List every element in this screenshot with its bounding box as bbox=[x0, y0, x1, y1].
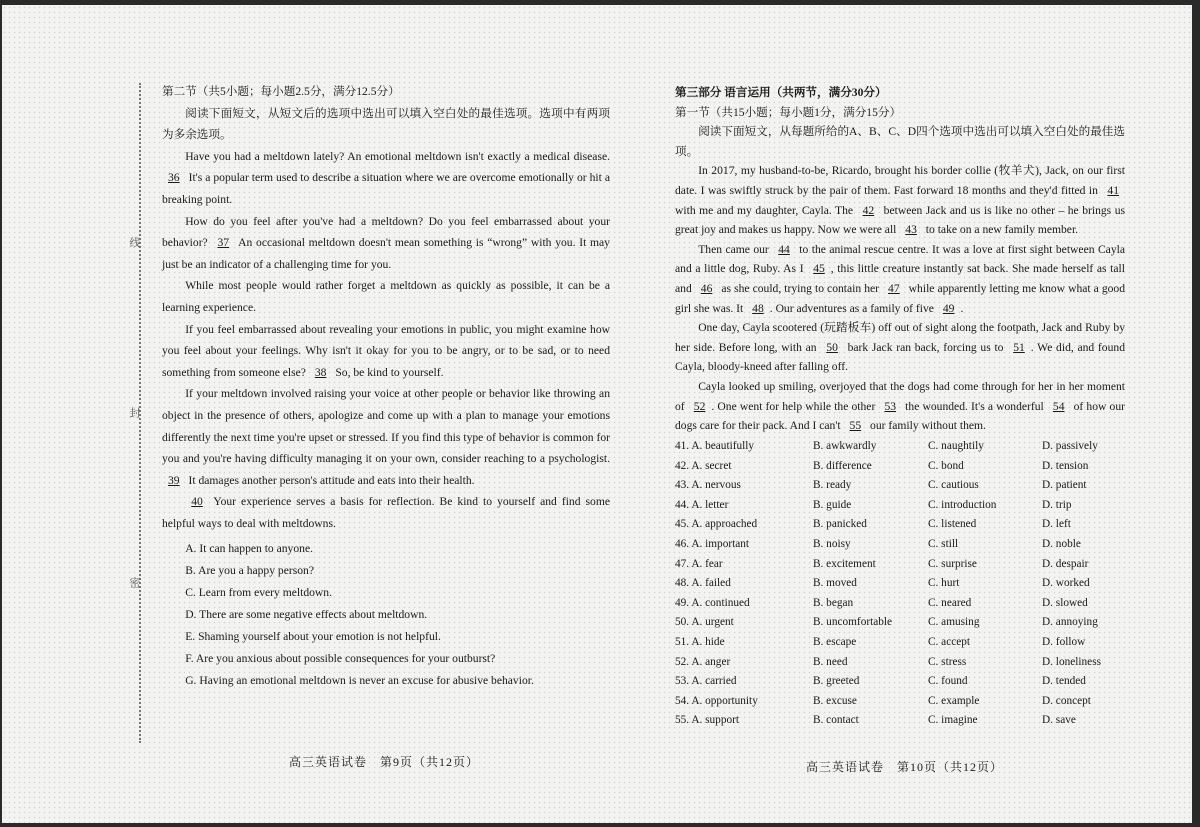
option-choice: D. despair bbox=[1042, 557, 1089, 570]
paragraph-text: , this little creature instantly sat back. She made herself as tall and bbox=[675, 262, 1125, 295]
option-choice: C. bond bbox=[928, 459, 964, 472]
blank-number: 43 bbox=[905, 223, 917, 237]
passage-paragraph bbox=[162, 146, 610, 211]
option-choice: B. difference bbox=[813, 459, 872, 472]
option-row bbox=[675, 437, 1135, 457]
option-choice: D. trip bbox=[1042, 498, 1072, 511]
option-choice: C. listened bbox=[928, 518, 977, 531]
choice-item: F. Are you anxious about possible consequences for your outburst? bbox=[185, 652, 496, 666]
option-choice: 51. A. hide bbox=[675, 635, 725, 648]
option-choice: D. concept bbox=[1042, 694, 1091, 707]
blank-number: 41 bbox=[1107, 183, 1119, 197]
page-9-content bbox=[162, 81, 610, 692]
option-row bbox=[675, 594, 1135, 614]
passage-paragraph bbox=[675, 377, 1125, 436]
option-choice: 45. A. approached bbox=[675, 518, 758, 531]
paragraph-text: If your meltdown involved raising your voice at other people or behavior like throwing an object in the presence of others, apologize and come up with a plan to manage your emotions differently the next time you're upset or stressed. If you find this type of behavior is common for you and you're having difficulty managing it on your own, consider reaching to a psychologist. bbox=[162, 387, 610, 466]
option-choice: C. introduction bbox=[928, 498, 997, 511]
paragraph-text: with me and my daughter, Cayla. The bbox=[675, 203, 857, 217]
blank-number: 39 bbox=[168, 473, 180, 487]
option-choice: 46. A. important bbox=[675, 537, 750, 550]
option-row bbox=[675, 457, 1135, 477]
page-10-content bbox=[675, 83, 1125, 436]
blank-number: 46 bbox=[700, 281, 713, 295]
blank-number: 38 bbox=[314, 365, 327, 379]
paragraph-text: . Our adventures as a family of five bbox=[769, 301, 937, 315]
option-row bbox=[675, 692, 1135, 712]
option-choice: 42. A. secret bbox=[675, 459, 732, 472]
paragraph-text: One day, Cayla scootered (玩踏板车) off out of sight along the footpath, Jack and Ruby by her side. Before long, with an bbox=[675, 321, 1125, 354]
option-choice: 48. A. failed bbox=[675, 577, 731, 590]
paragraph-text: Cayla looked up smiling, overjoyed that the dogs had come through for her in her moment of bbox=[675, 379, 1125, 413]
option-choice: D. follow bbox=[1042, 635, 1086, 648]
option-choice: B. need bbox=[813, 655, 848, 668]
option-choice: B. excuse bbox=[813, 694, 857, 707]
passage-paragraph bbox=[162, 383, 610, 491]
page-footer: 高三英语试卷 第10页（共12页） bbox=[806, 760, 1004, 774]
paragraph-text: An occasional meltdown doesn't mean something is “wrong” with you. It may just be an indicator of a challenging time for you. bbox=[162, 236, 610, 271]
option-choice: B. greeted bbox=[813, 675, 860, 688]
exam-sheet bbox=[2, 5, 1192, 823]
binding-mark: 线 bbox=[128, 237, 140, 248]
blank-number: 44 bbox=[778, 242, 790, 256]
paragraph-text: to the animal rescue centre. It was a love at first sight between Cayla and a little dog, Ruby. As I bbox=[675, 242, 1125, 276]
choice-item: G. Having an emotional meltdown is never an excuse for abusive behavior. bbox=[185, 674, 534, 688]
blank-number: 45 bbox=[813, 262, 825, 276]
paragraph-text: our family without them. bbox=[867, 419, 986, 433]
passage-paragraph bbox=[162, 319, 610, 384]
section-title: 第二节（共5小题；每小题2.5分，满分12.5分） bbox=[162, 85, 400, 98]
section-title: 第一节（共15小题；每小题1分，满分15分） bbox=[675, 105, 902, 119]
option-choice: C. amusing bbox=[928, 616, 980, 629]
option-choice: C. accept bbox=[928, 635, 971, 648]
option-choice: C. hurt bbox=[928, 577, 960, 590]
passage-paragraph bbox=[162, 491, 610, 534]
instructions: 阅读下面短文，从每题所给的A、B、C、D四个选项中选出可以填入空白处的最佳选项。 bbox=[675, 125, 1125, 158]
option-choice: B. uncomfortable bbox=[813, 616, 893, 629]
paragraph-text: the wounded. It's a wonderful bbox=[902, 399, 1047, 413]
option-choice: 43. A. nervous bbox=[675, 479, 741, 492]
choice-item: D. There are some negative effects about meltdown. bbox=[185, 608, 428, 622]
option-choice: D. save bbox=[1042, 714, 1076, 727]
option-choice: D. loneliness bbox=[1042, 655, 1101, 668]
instructions: 阅读下面短文，从短文后的选项中选出可以填入空白处的最佳选项。选项中有两项为多余选项。 bbox=[162, 106, 610, 142]
choice-list bbox=[162, 538, 610, 692]
binding-mark: 封 bbox=[128, 407, 140, 418]
option-choice: B. moved bbox=[813, 577, 857, 590]
blank-number: 40 bbox=[191, 495, 203, 509]
paragraph-text: . We did, and found Cayla, bloody-kneed after falling off. bbox=[675, 340, 1125, 374]
paragraph-text: . One went for help while the other bbox=[711, 399, 879, 413]
option-choice: C. stress bbox=[928, 655, 967, 668]
option-choice: D. tended bbox=[1042, 675, 1086, 688]
paragraph-text: as she could, trying to contain her bbox=[718, 281, 883, 295]
option-choice: 54. A. opportunity bbox=[675, 694, 758, 707]
option-choice: D. tension bbox=[1042, 459, 1089, 472]
paragraph-text: to take on a new family member. bbox=[922, 223, 1079, 237]
choice-item: C. Learn from every meltdown. bbox=[185, 586, 332, 600]
passage-paragraph bbox=[162, 275, 610, 318]
option-choice: B. began bbox=[813, 596, 854, 609]
paragraph-text: . bbox=[960, 301, 964, 315]
option-choice: D. slowed bbox=[1042, 596, 1088, 609]
paragraph-text: Have you had a meltdown lately? An emotional meltdown isn't exactly a medical disease. bbox=[185, 149, 610, 163]
options-table bbox=[675, 437, 1135, 731]
option-row bbox=[675, 476, 1135, 496]
blank-number: 54 bbox=[1052, 399, 1065, 413]
option-choice: C. naughtily bbox=[928, 440, 984, 452]
blank-number: 55 bbox=[849, 419, 862, 433]
option-row bbox=[675, 653, 1135, 673]
option-choice: 41. A. beautifully bbox=[675, 440, 755, 452]
option-row bbox=[675, 515, 1135, 535]
option-choice: 55. A. support bbox=[675, 714, 740, 727]
paragraph-text: Then came our bbox=[698, 242, 773, 256]
paragraph-text: So, be kind to yourself. bbox=[332, 365, 444, 379]
blank-number: 42 bbox=[862, 203, 875, 217]
blank-number: 50 bbox=[826, 340, 838, 354]
blank-number: 49 bbox=[942, 301, 955, 315]
option-choice: B. contact bbox=[813, 714, 859, 727]
option-choice: C. surprise bbox=[928, 557, 977, 570]
option-choice: B. escape bbox=[813, 635, 857, 648]
blank-number: 36 bbox=[168, 171, 180, 185]
option-choice: D. noble bbox=[1042, 537, 1081, 550]
option-choice: D. left bbox=[1042, 518, 1071, 531]
blank-number: 47 bbox=[888, 281, 900, 295]
option-row bbox=[675, 672, 1135, 692]
option-choice: C. neared bbox=[928, 596, 972, 609]
option-choice: 50. A. urgent bbox=[675, 616, 734, 629]
paragraph-text: In 2017, my husband-to-be, Ricardo, brought his border collie (牧羊犬), Jack, on our first date. I was swiftly struck by the pair of them. Fast forward 18 months and they'd fitted in bbox=[675, 164, 1125, 197]
option-row bbox=[675, 496, 1135, 516]
option-row bbox=[675, 574, 1135, 594]
paragraph-text: Your experience serves a basis for reflection. Be kind to yourself and find some helpful ways to deal with meltdowns. bbox=[162, 495, 610, 530]
option-choice: D. annoying bbox=[1042, 616, 1098, 629]
option-row bbox=[675, 535, 1135, 555]
passage-paragraph bbox=[675, 161, 1125, 239]
option-choice: B. ready bbox=[813, 479, 852, 492]
paragraph-text: How do you feel after you've had a meltdown? Do you feel embarrassed about your behavior? bbox=[162, 214, 610, 250]
option-row bbox=[675, 555, 1135, 575]
option-choice: C. found bbox=[928, 675, 968, 688]
blank-number: 51 bbox=[1013, 340, 1025, 354]
choice-item: A. It can happen to anyone. bbox=[185, 542, 313, 556]
paragraph-text: It damages another person's attitude and eats into their health. bbox=[185, 473, 475, 487]
option-choice: C. still bbox=[928, 537, 959, 550]
blank-number: 37 bbox=[217, 236, 230, 250]
option-choice: B. guide bbox=[813, 498, 852, 511]
paragraph-text: If you feel embarrassed about revealing your emotions in public, you might examine how you feel about your feelings. Why isn't it okay for you to be angry, or to be sad, or to need something from someone else? bbox=[162, 322, 610, 379]
option-choice: 44. A. letter bbox=[675, 498, 729, 511]
choice-item: B. Are you a happy person? bbox=[185, 564, 314, 578]
paragraph-text: while apparently letting me know what a good girl she was. It bbox=[675, 281, 1126, 315]
option-choice: D. passively bbox=[1042, 440, 1098, 452]
paragraph-text: between Jack and us is like no other – he brings us great joy and makes us happy. Now we were all bbox=[675, 203, 1125, 237]
paragraph-text: bark Jack ran back, forcing us to bbox=[843, 340, 1008, 354]
blank-number: 48 bbox=[752, 301, 764, 315]
option-choice: B. excitement bbox=[813, 557, 876, 570]
option-choice: B. panicked bbox=[813, 518, 867, 531]
choice-item: E. Shaming yourself about your emotion is not helpful. bbox=[185, 630, 441, 644]
option-choice: 49. A. continued bbox=[675, 596, 750, 609]
option-choice: C. cautious bbox=[928, 479, 979, 492]
option-choice: D. worked bbox=[1042, 577, 1090, 590]
option-choice: C. imagine bbox=[928, 714, 978, 727]
option-choice: B. awkwardly bbox=[813, 440, 877, 452]
binding-mark: 密 bbox=[128, 577, 140, 588]
option-choice: 53. A. carried bbox=[675, 675, 737, 688]
passage-paragraph bbox=[675, 318, 1125, 377]
option-choice: 47. A. fear bbox=[675, 557, 723, 570]
passage-paragraph bbox=[162, 211, 610, 276]
paragraph-text: It's a popular term used to describe a situation where we are overcome emotionally or hit a breaking point. bbox=[162, 171, 610, 206]
option-row bbox=[675, 633, 1135, 653]
option-choice: B. noisy bbox=[813, 537, 851, 550]
option-choice: D. patient bbox=[1042, 479, 1087, 492]
part-title: 第三部分 语言运用（共两节，满分30分） bbox=[675, 86, 887, 99]
paragraph-text: While most people would rather forget a meltdown as quickly as possible, it can be a learning experience. bbox=[162, 279, 610, 314]
blank-number: 52 bbox=[693, 399, 706, 413]
paragraph-text: of how our dogs care for their pack. And I can't bbox=[675, 399, 1125, 433]
option-choice: C. example bbox=[928, 694, 980, 707]
page-footer: 高三英语试卷 第9页（共12页） bbox=[289, 755, 480, 769]
option-choice: 52. A. anger bbox=[675, 655, 731, 668]
option-row bbox=[675, 613, 1135, 633]
blank-number: 53 bbox=[884, 399, 897, 413]
option-row bbox=[675, 711, 1135, 731]
passage-paragraph bbox=[675, 240, 1125, 318]
